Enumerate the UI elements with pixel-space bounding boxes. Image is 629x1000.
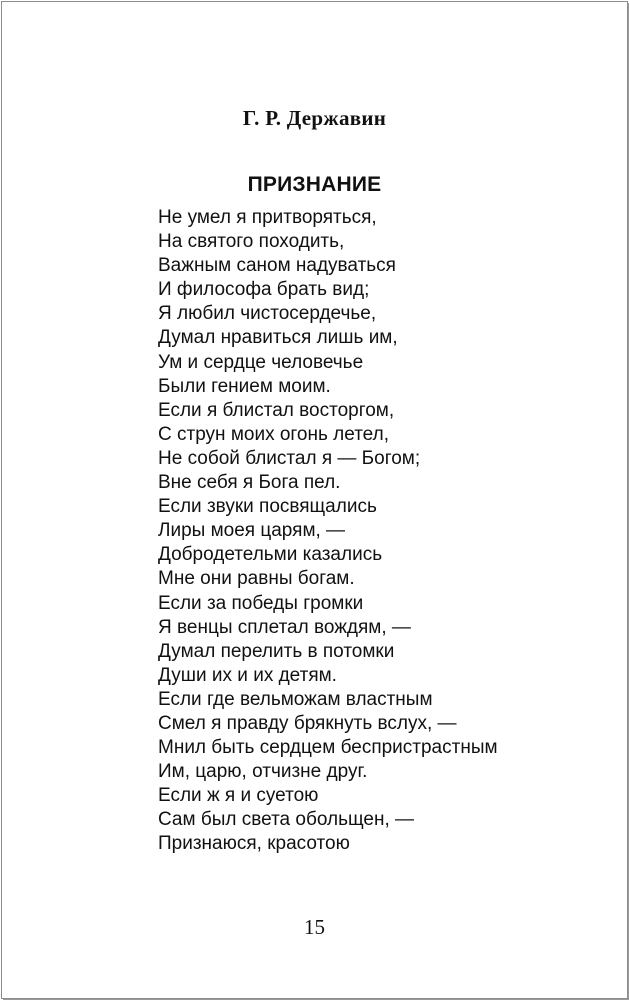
poem-line: Важным саном надуваться: [158, 255, 396, 277]
poem-line: Не умел я притворяться,: [158, 207, 377, 228]
poem-line: Если ж я и суетою: [158, 785, 319, 807]
poem-line: Я любил чистосердечье,: [158, 303, 377, 325]
poem-line: Ум и сердце человечье: [158, 351, 364, 373]
poem-line: На святого походить,: [158, 231, 345, 253]
author-name: Г. Р. Державин: [242, 106, 387, 130]
poem-line: Если за победы громки: [158, 592, 364, 614]
poem-line: Души их и их детям.: [158, 664, 337, 686]
poem-line: Я венцы сплетал вождям, —: [158, 616, 411, 638]
poem-line: Смел я правду брякнуть вслух, —: [158, 712, 457, 734]
poem-line: Лиры моея царям, —: [158, 520, 346, 542]
poem-line: Были гением моим.: [158, 375, 331, 397]
poem-line: Если звуки посвящались: [158, 496, 377, 518]
poem-line: И философа брать вид;: [158, 279, 370, 301]
poem-line: Им, царю, отчизне друг.: [158, 761, 368, 783]
poem-line: Добродетельми казались: [158, 544, 383, 566]
poem-body: [158, 206, 498, 857]
poem-line: Сам был света обольщен, —: [158, 809, 415, 831]
poem-line: Если где вельможам властным: [158, 688, 433, 710]
book-page: [1, 1, 628, 999]
poem-line: Признаюся, красотою: [158, 833, 350, 855]
poem-line: С струн моих огонь летел,: [158, 423, 389, 445]
poem-line: Думал перелить в потомки: [158, 640, 395, 662]
poem-line: Мне они равны богам.: [158, 568, 355, 590]
page-number: 15: [304, 915, 325, 939]
poem-line: Вне себя я Бога пел.: [158, 472, 341, 494]
poem-line: Если я блистал восторгом,: [158, 399, 395, 421]
poem-title: ПРИЗНАНИЕ: [247, 173, 382, 196]
poem-line: Не собой блистал я — Богом;: [158, 447, 421, 469]
poem-line: Мнил быть сердцем беспристрастным: [158, 737, 498, 759]
poem-line: Думал нравиться лишь им,: [158, 327, 398, 349]
